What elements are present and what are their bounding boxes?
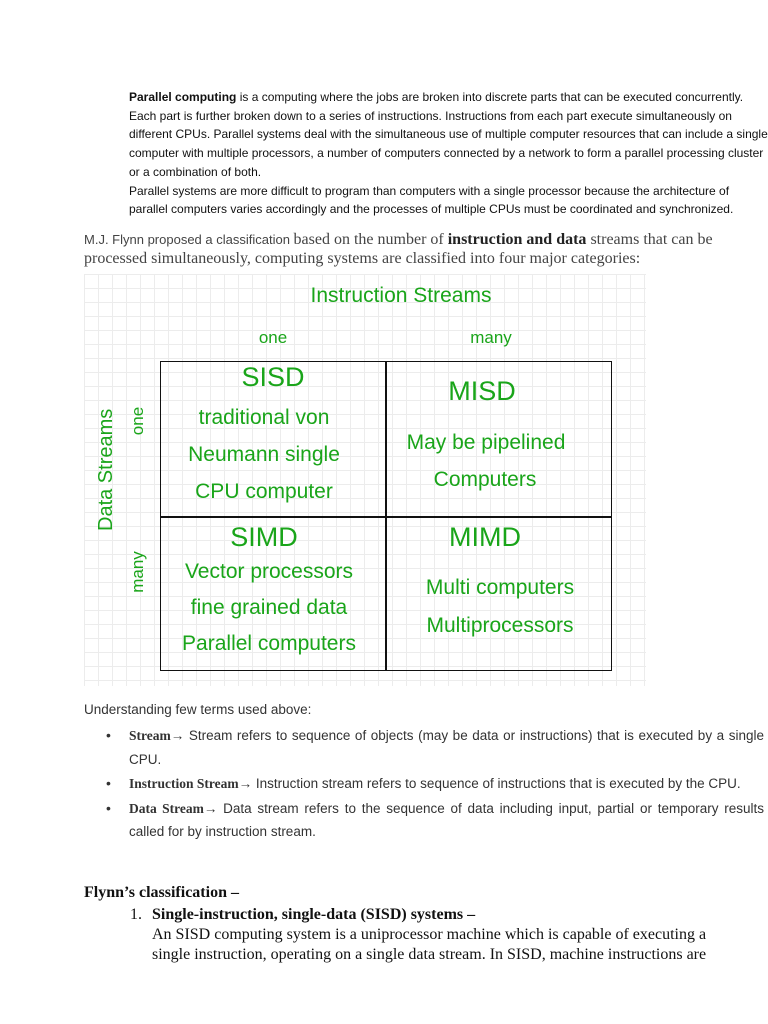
grid-horizontal-divider (160, 516, 612, 518)
mimd-line-2: Multiprocessors (426, 614, 574, 637)
flynn-taxonomy-diagram (84, 274, 646, 686)
flynn-intro-bold: instruction and data (447, 231, 587, 248)
column-many-label: many (470, 328, 512, 347)
terms-list (84, 724, 764, 845)
flynn-intro-part1: M.J. Flynn proposed a classification (84, 232, 294, 247)
term-text: Instruction stream refers to sequence of instructions that is executed by the CPU. (252, 776, 741, 791)
intro-text (129, 88, 768, 219)
simd-line-2: fine grained data (190, 596, 348, 619)
misd-line-1: May be pipelined (406, 431, 566, 454)
term-name: Data Stream (129, 800, 204, 816)
term-arrow: → (238, 776, 253, 791)
bullet-icon: • (106, 775, 111, 791)
item-title: Single-instruction, single-data (SISD) systems – (152, 906, 476, 923)
item-body: An SISD computing system is a uniprocessor machine which is capable of executing a single instruction, operating on a single data stream. In SISD, machine instructions are (152, 926, 707, 963)
term-text: Stream refers to sequence of objects (may be data or instructions) that is executed by a single CPU. (129, 728, 764, 767)
misd-line-2: Computers (433, 468, 537, 491)
row-many-label: many (128, 551, 147, 593)
flynn-intro-part2: based on the number of (293, 231, 448, 248)
term-arrow: → (170, 728, 185, 743)
term-name: Instruction Stream (129, 776, 239, 791)
sisd-line-3: CPU computer (195, 480, 333, 503)
item-number: 1. (130, 906, 142, 923)
column-one-label: one (258, 328, 288, 347)
sisd-title: SISD (241, 362, 305, 392)
simd-line-1: Vector processors (184, 560, 354, 583)
sisd-line-1: traditional von (198, 406, 330, 429)
list-item (84, 797, 764, 844)
data-streams-title: Data Streams (95, 408, 117, 531)
intro-p1-text: is a computing where the jobs are broken into discrete parts that can be executed concurrently. Each part is further broken down to a series of instructions. Instructions from each part execute simultaneously on different CPUs. Parallel systems deal with the simultaneous use of multiple computer resources that can include a single computer with multiple processors, a number of computers connected by a network to form a parallel processing cluster or a combination of both. (129, 90, 768, 179)
list-item (84, 772, 764, 796)
sisd-line-2: Neumann single (188, 443, 340, 466)
mimd-title: MIMD (449, 522, 521, 552)
mimd-line-1: Multi computers (425, 576, 575, 599)
row-one-label: one (128, 406, 147, 436)
terms-heading: Understanding few terms used above: (84, 702, 312, 717)
flynn-intro-part3: streams that can be processed simultaneously, computing systems are classified into four major categories: (84, 231, 713, 267)
term-arrow: → (203, 800, 218, 816)
intro-term: Parallel computing (129, 90, 237, 104)
bullet-icon: • (106, 799, 111, 816)
term-text: Data stream refers to the sequence of data including input, partial or temporary results called for by instruction stream. (129, 800, 764, 839)
term-name: Stream (129, 728, 171, 743)
simd-line-3: Parallel computers (182, 632, 356, 655)
intro-paragraph-1 (129, 88, 768, 182)
list-item (84, 724, 764, 771)
misd-title: MISD (448, 376, 516, 406)
classification-title: Flynn’s classification – (84, 884, 239, 901)
simd-title: SIMD (230, 522, 298, 552)
intro-paragraph-2: Parallel systems are more difficult to program than computers with a single processor because the architecture of parallel computers varies accordingly and the processes of multiple CPUs must be coordinated and synchronized. (129, 183, 734, 217)
bullet-icon: • (106, 727, 111, 743)
flynn-intro (84, 230, 764, 268)
instruction-streams-title: Instruction Streams (310, 284, 492, 307)
